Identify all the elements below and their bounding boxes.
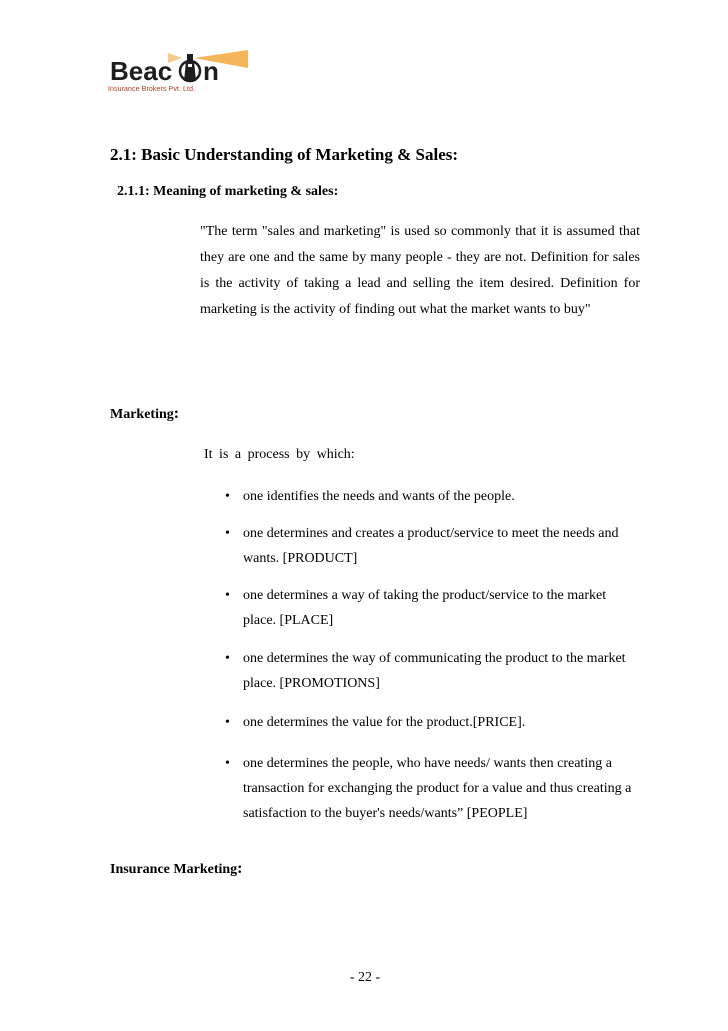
marketing-heading-text: Marketing	[110, 407, 174, 422]
definition-quote: "The term "sales and marketing" is used so commonly that it is assumed that they are one and the same by many people - they are not. Definition for sales is the activity of taking a lead and selling the item desired. Definition for marketing is the activity of finding out what the market wants to buy"	[200, 224, 640, 317]
logo-text-prefix: Beac	[110, 56, 173, 86]
list-item-text: one determines and creates a product/service to meet the needs and wants. [PRODUCT]	[243, 526, 619, 566]
company-logo	[108, 50, 248, 100]
bullet-icon: •	[225, 489, 230, 504]
bullet-icon: •	[225, 588, 230, 603]
marketing-heading	[110, 405, 179, 423]
list-item	[225, 710, 640, 735]
logo-text-suffix: n	[203, 56, 219, 86]
insurance-marketing-heading-colon: :	[237, 860, 243, 877]
bullet-icon: •	[225, 651, 230, 666]
insurance-marketing-heading-text: Insurance Marketing	[110, 862, 238, 877]
list-item-text: one determines a way of taking the product/service to the market place. [PLACE]	[243, 588, 607, 628]
bullet-icon: •	[225, 715, 230, 730]
logo-tagline: Insurance Brokers Pvt. Ltd.	[108, 86, 196, 93]
list-item-text: one determines the value for the product.[PRICE].	[243, 715, 526, 730]
bullet-icon: •	[225, 526, 230, 541]
list-item	[225, 484, 640, 509]
list-item	[225, 583, 640, 633]
lighthouse-logo-icon	[108, 50, 248, 86]
bullet-icon: •	[225, 756, 230, 771]
page-number: - 22 -	[349, 970, 381, 985]
list-item	[225, 751, 640, 826]
list-item-text: one determines the people, who have needs/ wants then creating a transaction for exchanging the product for a value and thus creating a satisfaction to the buyer's needs/wants” [PEOPLE]	[243, 756, 632, 821]
list-item-text: one identifies the needs and wants of the people.	[243, 489, 515, 504]
marketing-intro: It is a process by which:	[204, 447, 355, 462]
subsection-heading: 2.1.1: Meaning of marketing & sales:	[117, 184, 339, 199]
list-item	[225, 521, 640, 571]
section-heading: 2.1: Basic Understanding of Marketing & Sales:	[110, 145, 459, 164]
insurance-marketing-heading	[110, 860, 243, 878]
list-item-text: one determines the way of communicating the product to the market place. [PROMOTIONS]	[243, 651, 626, 691]
list-item	[225, 646, 640, 696]
marketing-heading-colon: :	[173, 405, 180, 422]
